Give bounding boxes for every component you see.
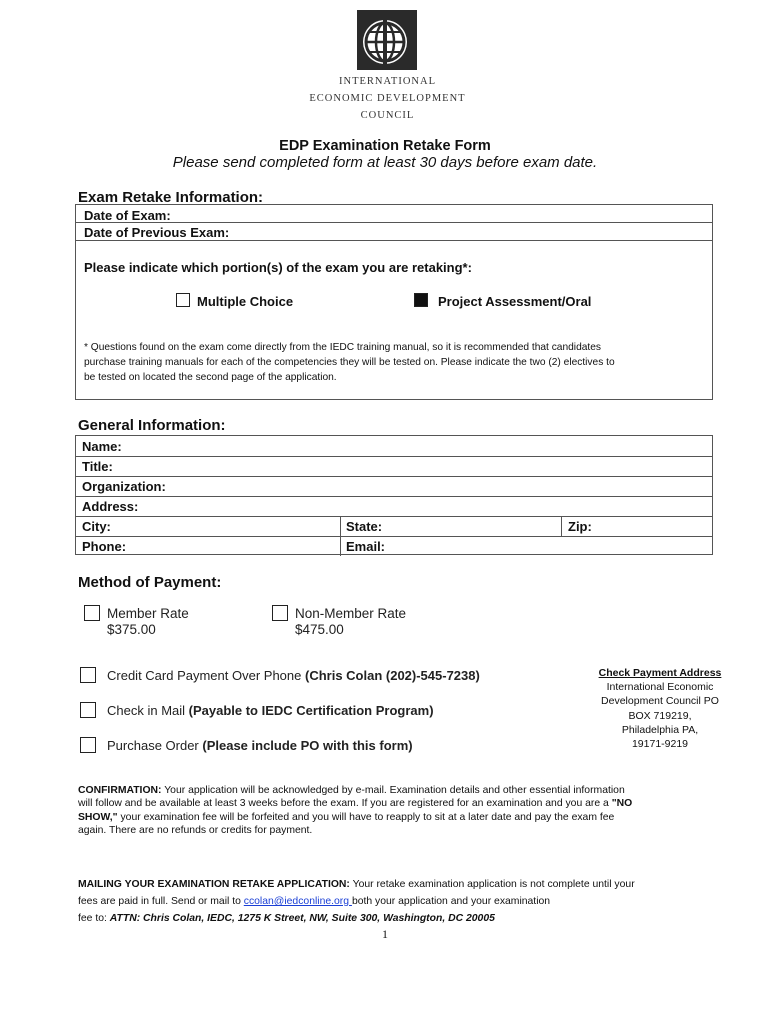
portion-question: Please indicate which portion(s) of the exam you are retaking*: xyxy=(84,260,472,275)
note-line-3: be tested on located the second page of the application. xyxy=(84,372,337,383)
org-line-3: COUNCIL xyxy=(360,110,415,121)
purchase-order-note: (Please include PO with this form) xyxy=(202,738,413,753)
confirmation-label: CONFIRMATION: xyxy=(78,785,162,796)
state-field[interactable]: State: xyxy=(346,519,383,534)
purchase-order-checkbox[interactable] xyxy=(80,737,96,753)
form-title: EDP Examination Retake Form xyxy=(279,138,491,154)
org-line-2: ECONOMIC DEVELOPMENT xyxy=(309,93,466,104)
divider xyxy=(76,536,712,537)
exam-retake-heading: Exam Retake Information: xyxy=(78,189,264,206)
credit-card-contact: (Chris Colan (202)-545-7238) xyxy=(304,668,480,683)
member-rate-checkbox[interactable] xyxy=(84,605,100,621)
check-mail-option xyxy=(107,703,434,718)
iedc-globe-logo-icon xyxy=(355,8,419,72)
credit-card-label: Credit Card Payment Over Phone xyxy=(107,668,305,683)
mailing-text: both your application and your examination xyxy=(351,896,551,907)
check-payment-address xyxy=(580,666,740,751)
city-field[interactable]: City: xyxy=(82,519,111,534)
exam-retake-box xyxy=(75,204,713,400)
mailing-text: fee to: xyxy=(78,913,110,924)
check-address-line: Development Council PO xyxy=(601,695,719,708)
confirmation-paragraph xyxy=(78,784,718,838)
credit-card-option xyxy=(107,668,480,683)
divider xyxy=(340,516,341,556)
general-info-table xyxy=(75,435,713,555)
check-address-line: 19171-9219 xyxy=(631,738,689,751)
divider xyxy=(561,516,562,536)
payment-heading: Method of Payment: xyxy=(78,574,222,591)
org-line-1: INTERNATIONAL xyxy=(339,76,436,87)
confirmation-text: Your application will be acknowledged by e-mail. Examination details and other essential information xyxy=(161,785,625,796)
retake-note xyxy=(84,340,704,385)
name-field[interactable]: Name: xyxy=(82,439,122,454)
multiple-choice-label: Multiple Choice xyxy=(197,294,294,309)
purchase-order-option xyxy=(107,738,413,753)
check-mail-checkbox[interactable] xyxy=(80,702,96,718)
title-field[interactable]: Title: xyxy=(82,459,113,474)
mailing-text: fees are paid in full. Send or mail to xyxy=(78,896,244,907)
project-assessment-checkbox[interactable] xyxy=(414,293,428,307)
member-rate-label: Member Rate xyxy=(107,606,189,621)
page-number: 1 xyxy=(382,927,388,941)
nonmember-rate-checkbox[interactable] xyxy=(272,605,288,621)
email-link[interactable]: ccolan@iedconline.org xyxy=(243,896,352,907)
check-mail-label: Check in Mail xyxy=(107,703,189,718)
mailing-attn: ATTN: Chris Colan, IEDC, 1275 K Street, NW, Suite 300, Washington, DC 20005 xyxy=(109,913,495,924)
no-show-text: SHOW," xyxy=(78,811,118,823)
divider xyxy=(76,516,712,517)
note-line-1: * Questions found on the exam come directly from the IEDC training manual, so it is recommended that candidates xyxy=(84,342,601,353)
purchase-order-label: Purchase Order xyxy=(107,738,203,753)
check-address-heading: Check Payment Address xyxy=(598,667,722,679)
zip-field[interactable]: Zip: xyxy=(568,519,592,534)
confirmation-text: again. There are no refunds or credits for payment. xyxy=(78,825,313,837)
divider xyxy=(76,496,712,497)
nonmember-rate-label: Non-Member Rate xyxy=(295,606,407,621)
project-assessment-label: Project Assessment/Oral xyxy=(438,294,592,309)
check-address-line: International Economic xyxy=(606,681,714,694)
form-subtitle: Please send completed form at least 30 days before exam date. xyxy=(172,154,598,171)
general-info-heading: General Information: xyxy=(78,417,226,434)
check-address-line: BOX 719219, xyxy=(628,709,692,722)
date-previous-exam-label[interactable]: Date of Previous Exam: xyxy=(84,225,230,240)
org-name xyxy=(300,73,475,124)
check-address-line: Philadelphia PA, xyxy=(621,723,699,736)
organization-field[interactable]: Organization: xyxy=(82,479,166,494)
confirmation-text: will follow and be available at least 3 weeks before the exam. If you are registered for an examination and you are a xyxy=(78,798,612,810)
divider xyxy=(76,476,712,477)
divider xyxy=(76,222,712,223)
no-show-text: "NO xyxy=(611,798,633,810)
confirmation-text: your examination fee will be forfeited and you will have to reapply to sit at a later date and pay the exam fee xyxy=(117,811,615,823)
member-rate xyxy=(107,606,189,638)
phone-field[interactable]: Phone: xyxy=(82,539,127,554)
nonmember-rate xyxy=(295,606,406,638)
date-of-exam-label[interactable]: Date of Exam: xyxy=(84,208,171,223)
divider xyxy=(76,456,712,457)
check-mail-payee: (Payable to IEDC Certification Program) xyxy=(188,703,434,718)
note-line-2: purchase training manuals for each of the competencies they will be tested on. Please indicate the two (2) electives to xyxy=(84,357,615,368)
member-rate-price: $375.00 xyxy=(107,622,156,637)
email-field[interactable]: Email: xyxy=(346,539,386,554)
divider xyxy=(76,240,712,241)
mailing-label: MAILING YOUR EXAMINATION RETAKE APPLICATION: xyxy=(78,879,350,890)
mailing-paragraph xyxy=(78,876,728,927)
multiple-choice-checkbox[interactable] xyxy=(176,293,190,307)
address-field[interactable]: Address: xyxy=(82,499,139,514)
nonmember-rate-price: $475.00 xyxy=(295,622,344,637)
mailing-text: Your retake examination application is not complete until your xyxy=(349,879,635,890)
credit-card-checkbox[interactable] xyxy=(80,667,96,683)
